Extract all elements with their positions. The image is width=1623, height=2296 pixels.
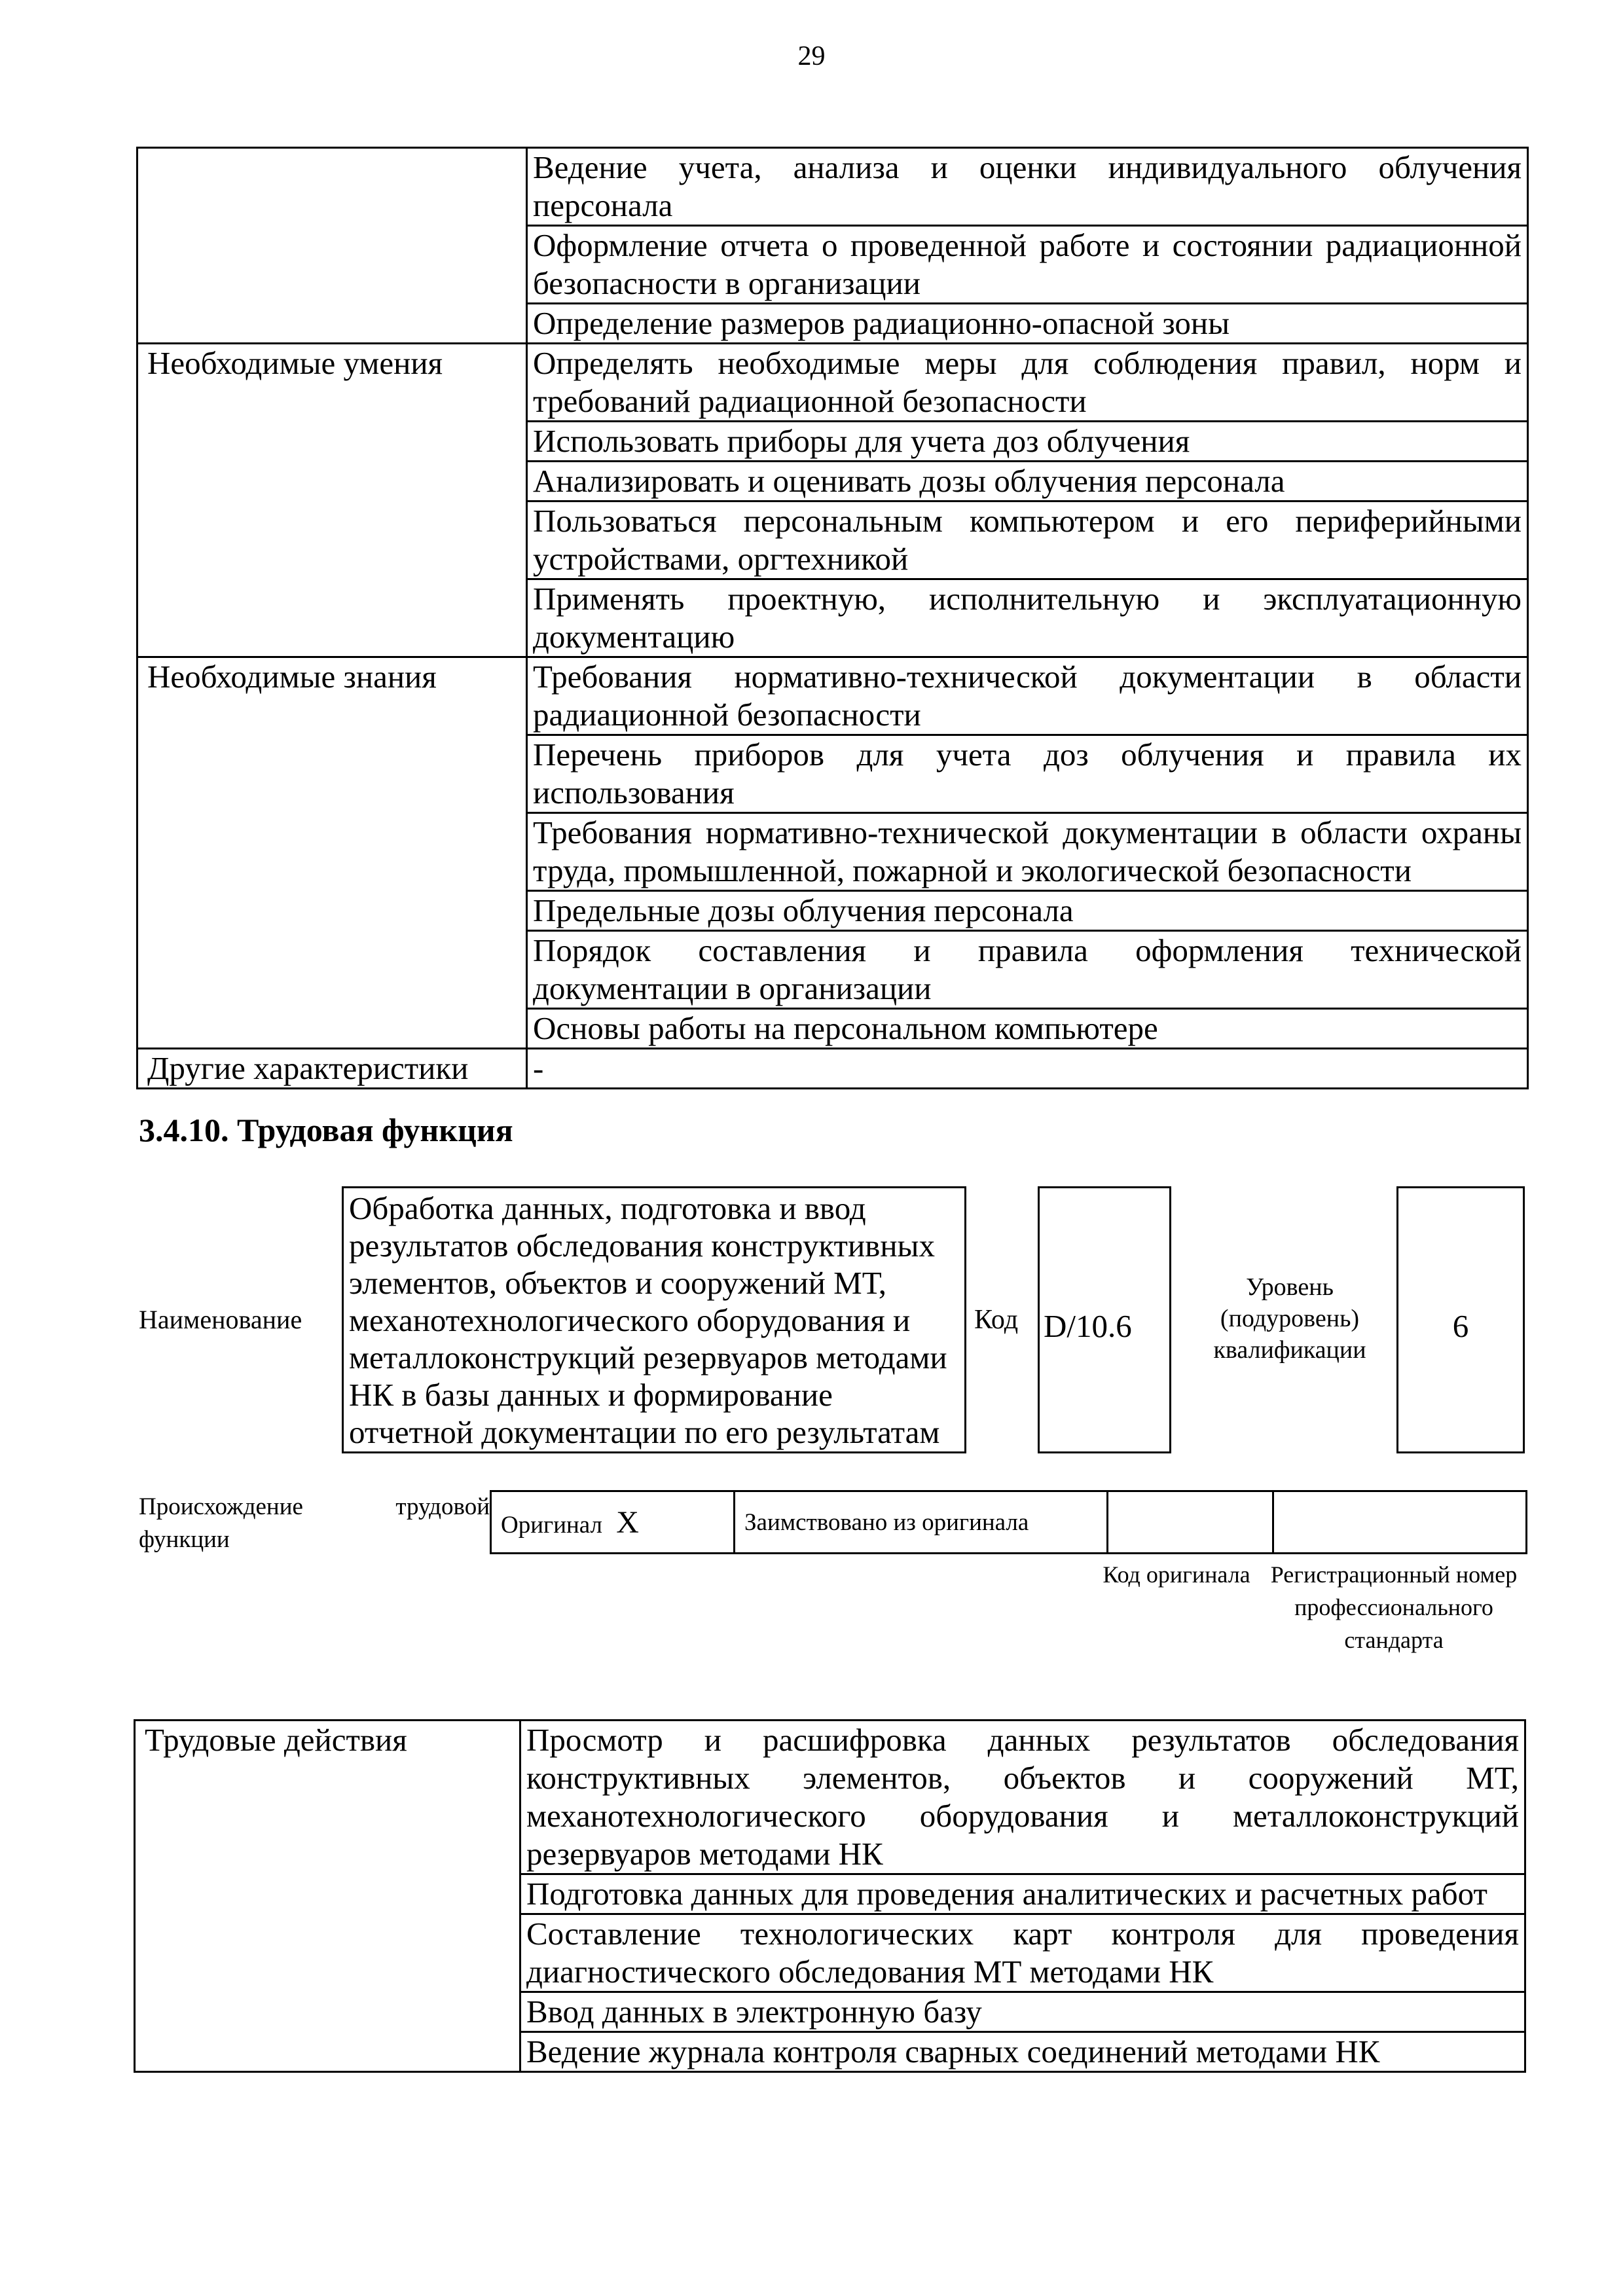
table-row (137, 1049, 1528, 1089)
reg-number-cell (1273, 1491, 1527, 1554)
table-cell: Просмотр и расшифровка данных результатов обследования конструктивных элементов, объектов и сооружений МТ, механотехнологического оборудования и металлоконструкций резервуаров методами НК (520, 1721, 1525, 1874)
table-cell: Требования нормативно-технической документации в области радиационной безопасности (527, 657, 1528, 735)
original-cell (491, 1491, 735, 1554)
labor-actions-table (134, 1719, 1526, 2073)
table-cell: - (527, 1049, 1528, 1089)
function-name-box: Обработка данных, подготовка и ввод результатов обследования конструктивных элементов, объектов и сооружений МТ, механотехнологического оборудования и металлоконструкций резервуаров методами НК в базы данных и формирование отчетной документации по его результатам (342, 1186, 966, 1453)
table-cell: Основы работы на персональном компьютере (527, 1009, 1528, 1049)
origin-label-word3: функции (139, 1526, 230, 1553)
table-row (137, 657, 1528, 735)
competency-table (136, 147, 1529, 1089)
table-cell: Ведение журнала контроля сварных соединений методами НК (520, 2032, 1525, 2072)
row-label: Другие характеристики (137, 1049, 527, 1089)
level-label: Уровень (подуровень) квалификации (1213, 1273, 1366, 1364)
row-label (137, 148, 527, 344)
level-value-box: 6 (1396, 1186, 1525, 1453)
code-label: Код (974, 1305, 1019, 1335)
borrowed-cell: Заимствовано из оригинала (735, 1491, 1108, 1554)
table-cell: Оформление отчета о проведенной работе и состоянии радиационной безопасности в организации (527, 226, 1528, 304)
reg-number-label: Регистрационный номер профессионального стандарта (1270, 1561, 1518, 1653)
table-cell: Подготовка данных для проведения аналитических и расчетных работ (520, 1874, 1525, 1914)
table-cell: Ведение учета, анализа и оценки индивидуального облучения персонала (527, 148, 1528, 226)
table-row (135, 1721, 1525, 1874)
row-label: Необходимые знания (137, 657, 527, 1049)
table-row (137, 148, 1528, 226)
original-label: Оригинал (501, 1511, 603, 1539)
row-label: Необходимые умения (137, 344, 527, 657)
name-label: Наименование (139, 1305, 302, 1334)
table-cell: Составление технологических карт контроля для проведения диагностического обследования МТ методами НК (520, 1914, 1525, 1992)
table-cell: Пользоваться персональным компьютером и его периферийными устройствами, оргтехникой (527, 501, 1528, 579)
code-original-cell (1108, 1491, 1273, 1554)
table-cell: Порядок составления и правила оформления технической документации в организации (527, 931, 1528, 1009)
row-label: Трудовые действия (135, 1721, 520, 2072)
code-original-label: Код оригинала (1103, 1561, 1250, 1588)
page-number: 29 (797, 41, 826, 71)
origin-table (490, 1490, 1527, 1554)
origin-label (139, 1491, 490, 1556)
section-heading: 3.4.10. Трудовая функция (139, 1112, 513, 1148)
code-value-box: D/10.6 (1038, 1186, 1171, 1453)
origin-label-word2: трудовой (395, 1493, 490, 1520)
table-cell: Ввод данных в электронную базу (520, 1992, 1525, 2032)
table-cell: Перечень приборов для учета доз облучения и правила их использования (527, 735, 1528, 813)
table-cell: Анализировать и оценивать дозы облучения персонала (527, 462, 1528, 501)
original-mark: X (616, 1504, 639, 1540)
table-cell: Предельные дозы облучения персонала (527, 891, 1528, 931)
table-cell: Определять необходимые меры для соблюдения правил, норм и требований радиационной безопасности (527, 344, 1528, 422)
table-cell: Определение размеров радиационно-опасной зоны (527, 304, 1528, 344)
origin-label-word1: Происхождение (139, 1493, 303, 1520)
table-row (137, 344, 1528, 422)
table-cell: Использовать приборы для учета доз облучения (527, 422, 1528, 462)
table-cell: Требования нормативно-технической документации в области охраны труда, промышленной, пожарной и экологической безопасности (527, 813, 1528, 891)
table-cell: Применять проектную, исполнительную и эксплуатационную документацию (527, 579, 1528, 657)
